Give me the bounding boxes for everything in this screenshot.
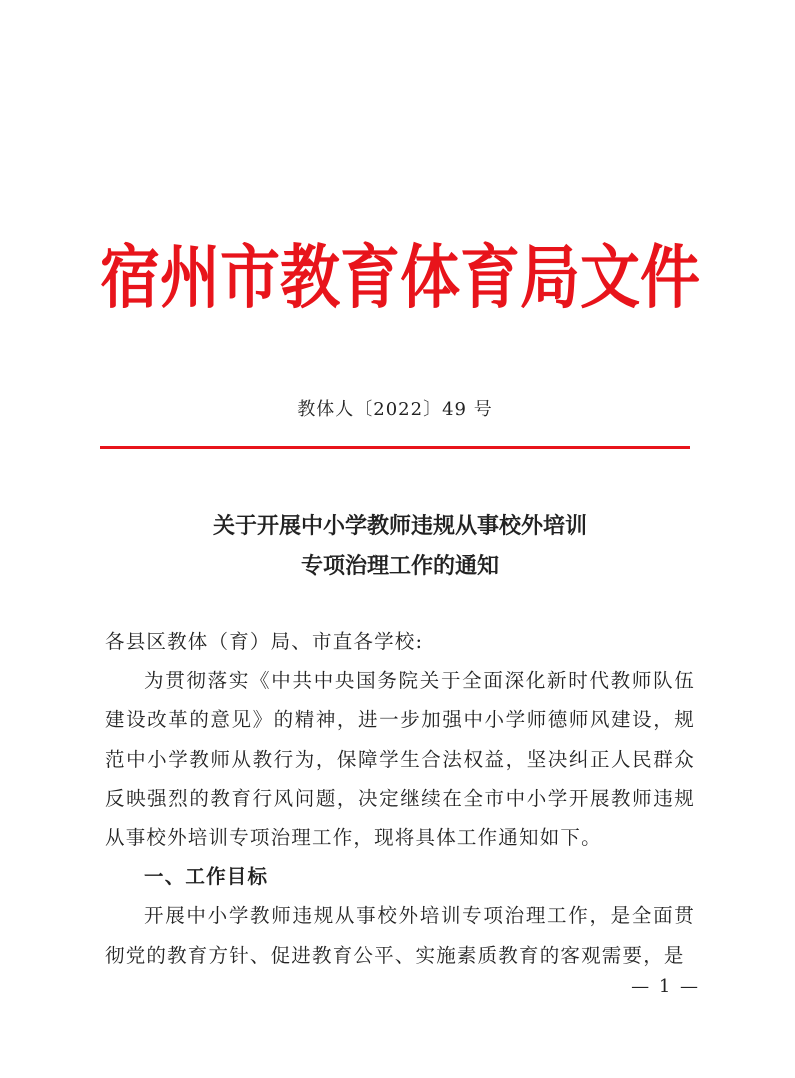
notice-title-line-2: 专项治理工作的通知 <box>300 553 499 579</box>
red-separator-line <box>100 446 690 449</box>
issuer-header-title: 宿州市教育体育局文件 <box>100 237 700 319</box>
page-number: — 1 — <box>631 976 700 997</box>
document-number: 教体人〔2022〕49 号 <box>297 399 493 420</box>
body-paragraph-1: 为贯彻落实《中共中央国务院关于全面深化新时代教师队伍建设改革的意见》的精神，进一步加强中小学师德师风建设，规范中小学教师从教行为，保障学生合法权益，坚决纠正人民群众反映强烈的教育行风问题，决定继续在全市中小学开展教师违规从事校外培训专项治理工作，现将具体工作通知如下。 <box>105 669 695 850</box>
salutation: 各县区教体（育）局、市直各学校: <box>105 630 424 653</box>
body-paragraph-2: 开展中小学教师违规从事校外培训专项治理工作，是全面贯彻党的教育方针、促进教育公平、实施素质教育的客观需要，是 <box>105 904 695 967</box>
section-heading-work-goals: 一、工作目标 <box>144 865 269 889</box>
notice-title <box>100 506 700 586</box>
notice-title-line-1: 关于开展中小学教师违规从事校外培训 <box>212 513 587 539</box>
document-body <box>105 622 695 975</box>
